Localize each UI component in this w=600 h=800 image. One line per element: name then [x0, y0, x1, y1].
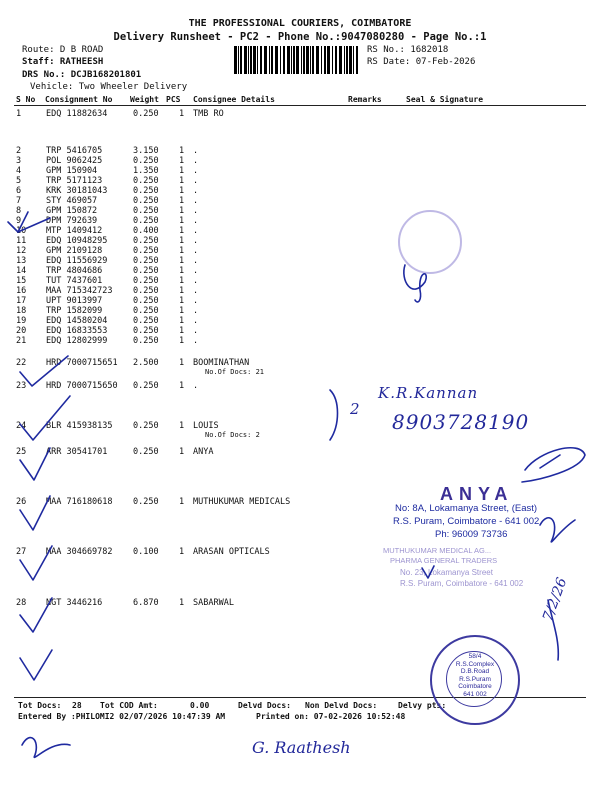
- row-weight: 0.250: [133, 447, 159, 457]
- row-weight: 2.500: [133, 358, 159, 368]
- signature-row-24: [522, 448, 585, 482]
- row-consignee: .: [193, 156, 199, 166]
- row-sno: 19: [16, 316, 27, 326]
- row-consignee: .: [193, 296, 199, 306]
- col-consignee: Consignee Details: [193, 95, 275, 104]
- row-consignment-no: GPM 150904: [46, 166, 98, 176]
- row-consignment-no: NGT 3446216: [46, 598, 103, 608]
- col-consignment: Consignment No: [45, 95, 113, 104]
- signature-row-10: [404, 265, 426, 302]
- row-consignee: .: [193, 216, 199, 226]
- row-consignment-no: GPM 150872: [46, 206, 98, 216]
- row-weight: 6.870: [133, 598, 159, 608]
- row-sno: 28: [16, 598, 27, 608]
- row-consignee: .: [193, 196, 199, 206]
- tick-mark-23: [20, 396, 70, 440]
- row-sno: 27: [16, 547, 27, 557]
- delvd-docs-label: Delvd Docs:: [238, 701, 291, 710]
- row-weight: 0.250: [133, 266, 159, 276]
- row-consignee: .: [193, 316, 199, 326]
- row-weight: 0.250: [133, 186, 159, 196]
- round-stamp-center-text: 58/4 R.S.Complex D.B.Road R.S.Puram Coimbatore 641 002: [455, 653, 495, 698]
- row-consignment-no: EDQ 10948295: [46, 236, 108, 246]
- row-consignee: SABARWAL: [193, 598, 234, 608]
- tot-cod-label: Tot COD Amt:: [100, 701, 158, 710]
- row-consignee: .: [193, 186, 199, 196]
- col-remarks: Remarks: [348, 95, 382, 104]
- row-weight: 0.250: [133, 216, 159, 226]
- printed-on: Printed on: 07-02-2026 10:52:48: [256, 712, 406, 721]
- company-title: THE PROFESSIONAL COURIERS, COIMBATORE: [188, 18, 412, 29]
- row-consignee: LOUIS: [193, 421, 219, 431]
- row-consignment-no: EDQ 14580204: [46, 316, 108, 326]
- row-pcs: 1: [179, 326, 185, 336]
- row-sno: 21: [16, 336, 27, 346]
- row-sno: 23: [16, 381, 27, 391]
- row-pcs: 1: [179, 306, 185, 316]
- col-pcs: PCS: [166, 95, 181, 104]
- row-consignee: .: [193, 236, 199, 246]
- rs-number: RS No.: 1682018: [367, 45, 449, 55]
- row-pcs: 1: [179, 246, 185, 256]
- row-sno: 7: [16, 196, 22, 206]
- row-sno: 25: [16, 447, 27, 457]
- row-pcs: 1: [179, 176, 185, 186]
- row-pcs: 1: [179, 166, 185, 176]
- row-weight: 0.250: [133, 316, 159, 326]
- row-pcs: 1: [179, 226, 185, 236]
- tot-docs-label: Tot Docs:: [18, 701, 62, 710]
- row-sno: 8: [16, 206, 22, 216]
- row-consignment-no: BLR 415938135: [46, 421, 113, 431]
- row-weight: 0.250: [133, 109, 159, 119]
- row-consignment-no: EDQ 16833553: [46, 326, 108, 336]
- row-consignment-no: TRP 5171123: [46, 176, 103, 186]
- row-consignee: .: [193, 256, 199, 266]
- row-pcs: 1: [179, 256, 185, 266]
- row-sno: 1: [16, 109, 22, 119]
- row-consignee: ANYA: [193, 447, 214, 457]
- tot-cod-value: 0.00: [190, 701, 210, 710]
- vehicle-label: Vehicle: Two Wheeler Delivery: [30, 82, 188, 92]
- medical-stamp-line1: MUTHUKUMAR MEDICAL AG...: [383, 546, 492, 555]
- row-weight: 1.350: [133, 166, 159, 176]
- anya-stamp-line1: No: 8A, Lokamanya Street, (East): [395, 503, 538, 514]
- signature-row-25: [540, 518, 575, 542]
- row-pcs: 1: [179, 196, 185, 206]
- col-sno: S No: [16, 95, 36, 104]
- medical-stamp-line2: PHARMA GENERAL TRADERS: [390, 556, 498, 565]
- row-weight: 0.250: [133, 176, 159, 186]
- row-consignee: .: [193, 286, 199, 296]
- row-weight: 0.250: [133, 497, 159, 507]
- col-seal: Seal & Signature: [406, 95, 484, 104]
- entered-by: Entered By :PHILOMI2 02/07/2026 10:47:39 AM: [18, 712, 226, 721]
- handwritten-date: 7/2/26: [540, 575, 571, 624]
- row-consignee: .: [193, 326, 199, 336]
- row-weight: 0.250: [133, 326, 159, 336]
- row-sno: 3: [16, 156, 22, 166]
- row-weight: 0.400: [133, 226, 159, 236]
- row-sno: 14: [16, 266, 27, 276]
- row-pcs: 1: [179, 447, 185, 457]
- drs-number: DRS No.: DCJB168201801: [22, 70, 142, 80]
- anya-stamp-name: ANYA: [440, 484, 514, 504]
- row-pcs: 1: [179, 421, 185, 431]
- handwritten-count: 2: [350, 400, 360, 418]
- row-consignee: .: [193, 266, 199, 276]
- row-sno: 2: [16, 146, 22, 156]
- delvy-pts-label: Delvy pts:: [398, 701, 447, 710]
- row-consignee: .: [193, 166, 199, 176]
- row-consignment-no: GPM 2109128: [46, 246, 103, 256]
- row-pcs: 1: [179, 316, 185, 326]
- row-consignee: ARASAN OPTICALS: [193, 547, 270, 557]
- row-sno: 24: [16, 421, 27, 431]
- col-weight: Weight: [130, 95, 159, 104]
- row-pcs: 1: [179, 381, 185, 391]
- tick-mark-21: [20, 356, 68, 386]
- row-sno: 10: [16, 226, 27, 236]
- row-sno: 17: [16, 296, 27, 306]
- non-delvd-docs-label: Non Delvd Docs:: [305, 701, 378, 710]
- row-pcs: 1: [179, 497, 185, 507]
- row-weight: 0.250: [133, 306, 159, 316]
- row-pcs: 1: [179, 146, 185, 156]
- row-weight: 0.250: [133, 156, 159, 166]
- docs-note-2: No.Of Docs: 2: [205, 431, 260, 439]
- row-weight: 0.250: [133, 381, 159, 391]
- row-consignee: .: [193, 276, 199, 286]
- row-pcs: 1: [179, 598, 185, 608]
- staff-label: Staff: RATHEESH: [22, 57, 104, 67]
- row-consignee: .: [193, 336, 199, 346]
- row-consignment-no: UPT 9013997: [46, 296, 103, 306]
- row-pcs: 1: [179, 216, 185, 226]
- row-pcs: 1: [179, 276, 185, 286]
- row-consignment-no: ARR 30541701: [46, 447, 108, 457]
- medical-stamp-line4: R.S. Puram, Coimbatore - 641 002: [400, 579, 524, 588]
- row-weight: 0.250: [133, 196, 159, 206]
- rs-date: RS Date: 07-Feb-2026: [367, 57, 476, 67]
- tick-mark-28: [20, 650, 52, 680]
- row-sno: 13: [16, 256, 27, 266]
- row-consignee: .: [193, 306, 199, 316]
- row-pcs: 1: [179, 286, 185, 296]
- row-pcs: 1: [179, 186, 185, 196]
- docs-note-1: No.Of Docs: 21: [205, 368, 265, 376]
- handwritten-receiver-phone: 8903728190: [392, 410, 530, 434]
- row-consignment-no: TRP 1582099: [46, 306, 103, 316]
- row-consignment-no: EDQ 12802999: [46, 336, 108, 346]
- row-consignee: MUTHUKUMAR MEDICALS: [193, 497, 291, 507]
- medical-stamp-line3: No. 23, Lokamanya Street: [400, 568, 493, 577]
- tick-mark-27: [20, 598, 52, 632]
- row-sno: 4: [16, 166, 22, 176]
- row-weight: 0.250: [133, 286, 159, 296]
- row-consignee: .: [193, 381, 199, 391]
- row-sno: 20: [16, 326, 27, 336]
- row-consignment-no: MAA 304669782: [46, 547, 113, 557]
- row-consignee: .: [193, 206, 199, 216]
- row-consignee: .: [193, 246, 199, 256]
- row-pcs: 1: [179, 336, 185, 346]
- row-consignment-no: KRK 30181043: [46, 186, 108, 196]
- row-consignment-no: TUT 7437601: [46, 276, 103, 286]
- row-consignment-no: HRD 7000715651: [46, 358, 118, 368]
- row-consignment-no: STY 469057: [46, 196, 98, 206]
- row-consignment-no: HRD 7000715650: [46, 381, 118, 391]
- row-consignee: TMB RO: [193, 109, 224, 119]
- row-sno: 6: [16, 186, 22, 196]
- row-sno: 9: [16, 216, 22, 226]
- row-consignment-no: POL 9062425: [46, 156, 103, 166]
- row-sno: 12: [16, 246, 27, 256]
- row-consignment-no: DPM 792639: [46, 216, 98, 226]
- row-consignee: .: [193, 176, 199, 186]
- row-consignee: .: [193, 226, 199, 236]
- row-weight: 0.250: [133, 421, 159, 431]
- row-pcs: 1: [179, 206, 185, 216]
- initial-row-26: [422, 566, 434, 578]
- tick-mark-26: [20, 546, 52, 580]
- row-consignee: BOOMINATHAN: [193, 358, 250, 368]
- row-pcs: 1: [179, 547, 185, 557]
- row-weight: 0.250: [133, 336, 159, 346]
- row-pcs: 1: [179, 236, 185, 246]
- row-consignment-no: MTP 1409412: [46, 226, 103, 236]
- anya-stamp-line3: Ph: 96009 73736: [435, 529, 508, 540]
- runsheet-subtitle: Delivery Runsheet - PC2 - Phone No.:9047080280 - Page No.:1: [113, 31, 487, 43]
- handwritten-receiver-name: K.R.Kannan: [378, 384, 479, 402]
- row-pcs: 1: [179, 156, 185, 166]
- row-consignment-no: MAA 715342723: [46, 286, 113, 296]
- tick-mark-24: [20, 448, 50, 480]
- row-weight: 0.250: [133, 236, 159, 246]
- row-weight: 0.100: [133, 547, 159, 557]
- row-pcs: 1: [179, 266, 185, 276]
- row-weight: 0.250: [133, 256, 159, 266]
- handwritten-bottom-signature: G. Raathesh: [252, 738, 351, 757]
- row-consignment-no: MAA 716180618: [46, 497, 113, 507]
- row-weight: 0.250: [133, 246, 159, 256]
- row-sno: 15: [16, 276, 27, 286]
- tick-mark-25: [20, 496, 50, 530]
- row-sno: 18: [16, 306, 27, 316]
- row-weight: 0.250: [133, 206, 159, 216]
- row-sno: 16: [16, 286, 27, 296]
- route-label: Route: D B ROAD: [22, 45, 104, 55]
- row-consignee: .: [193, 146, 199, 156]
- date-stroke: [548, 600, 558, 660]
- row-weight: 3.150: [133, 146, 159, 156]
- row-weight: 0.250: [133, 276, 159, 286]
- row-pcs: 1: [179, 296, 185, 306]
- row-sno: 11: [16, 236, 27, 246]
- bracket-stroke: [330, 390, 338, 440]
- row-consignment-no: EDQ 11556929: [46, 256, 108, 266]
- row-sno: 22: [16, 358, 27, 368]
- row-pcs: 1: [179, 109, 185, 119]
- row-sno: 5: [16, 176, 22, 186]
- row-sno: 26: [16, 497, 27, 507]
- anya-stamp-line2: R.S. Puram, Coimbatore - 641 002: [393, 516, 540, 527]
- row-weight: 0.250: [133, 296, 159, 306]
- tot-docs-value: 28: [72, 701, 82, 710]
- row-consignment-no: TRP 4804686: [46, 266, 103, 276]
- row-consignment-no: TRP 5416705: [46, 146, 103, 156]
- row-pcs: 1: [179, 358, 185, 368]
- signature-bottom-left: [22, 738, 70, 758]
- row-consignment-no: EDQ 11882634: [46, 109, 108, 119]
